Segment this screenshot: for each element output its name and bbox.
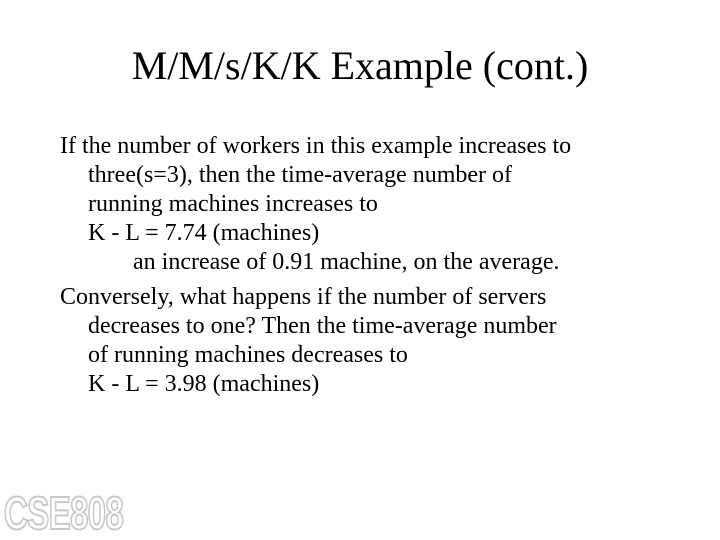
equation-line: K - L = 7.74 (machines) [88,220,320,246]
slide-body [60,132,700,399]
text-line: Conversely, what happens if the number of servers [60,284,547,310]
text-line: an increase of 0.91 machine, on the average. [133,249,560,275]
text-line: of running machines decreases to [88,342,408,368]
paragraph-workers-increase [60,132,700,277]
paragraph-servers-decrease [60,283,700,399]
slide-title: M/M/s/K/K Example (cont.) [131,43,589,88]
text-line: running machines increases to [88,191,378,217]
text-line: decreases to one? Then the time-average number [88,313,557,339]
text-line: If the number of workers in this example increases to [60,133,572,159]
course-logo: CSE808 [4,487,124,539]
equation-line: K - L = 3.98 (machines) [88,371,320,397]
text-line: three(s=3), then the time-average number of [88,162,513,188]
